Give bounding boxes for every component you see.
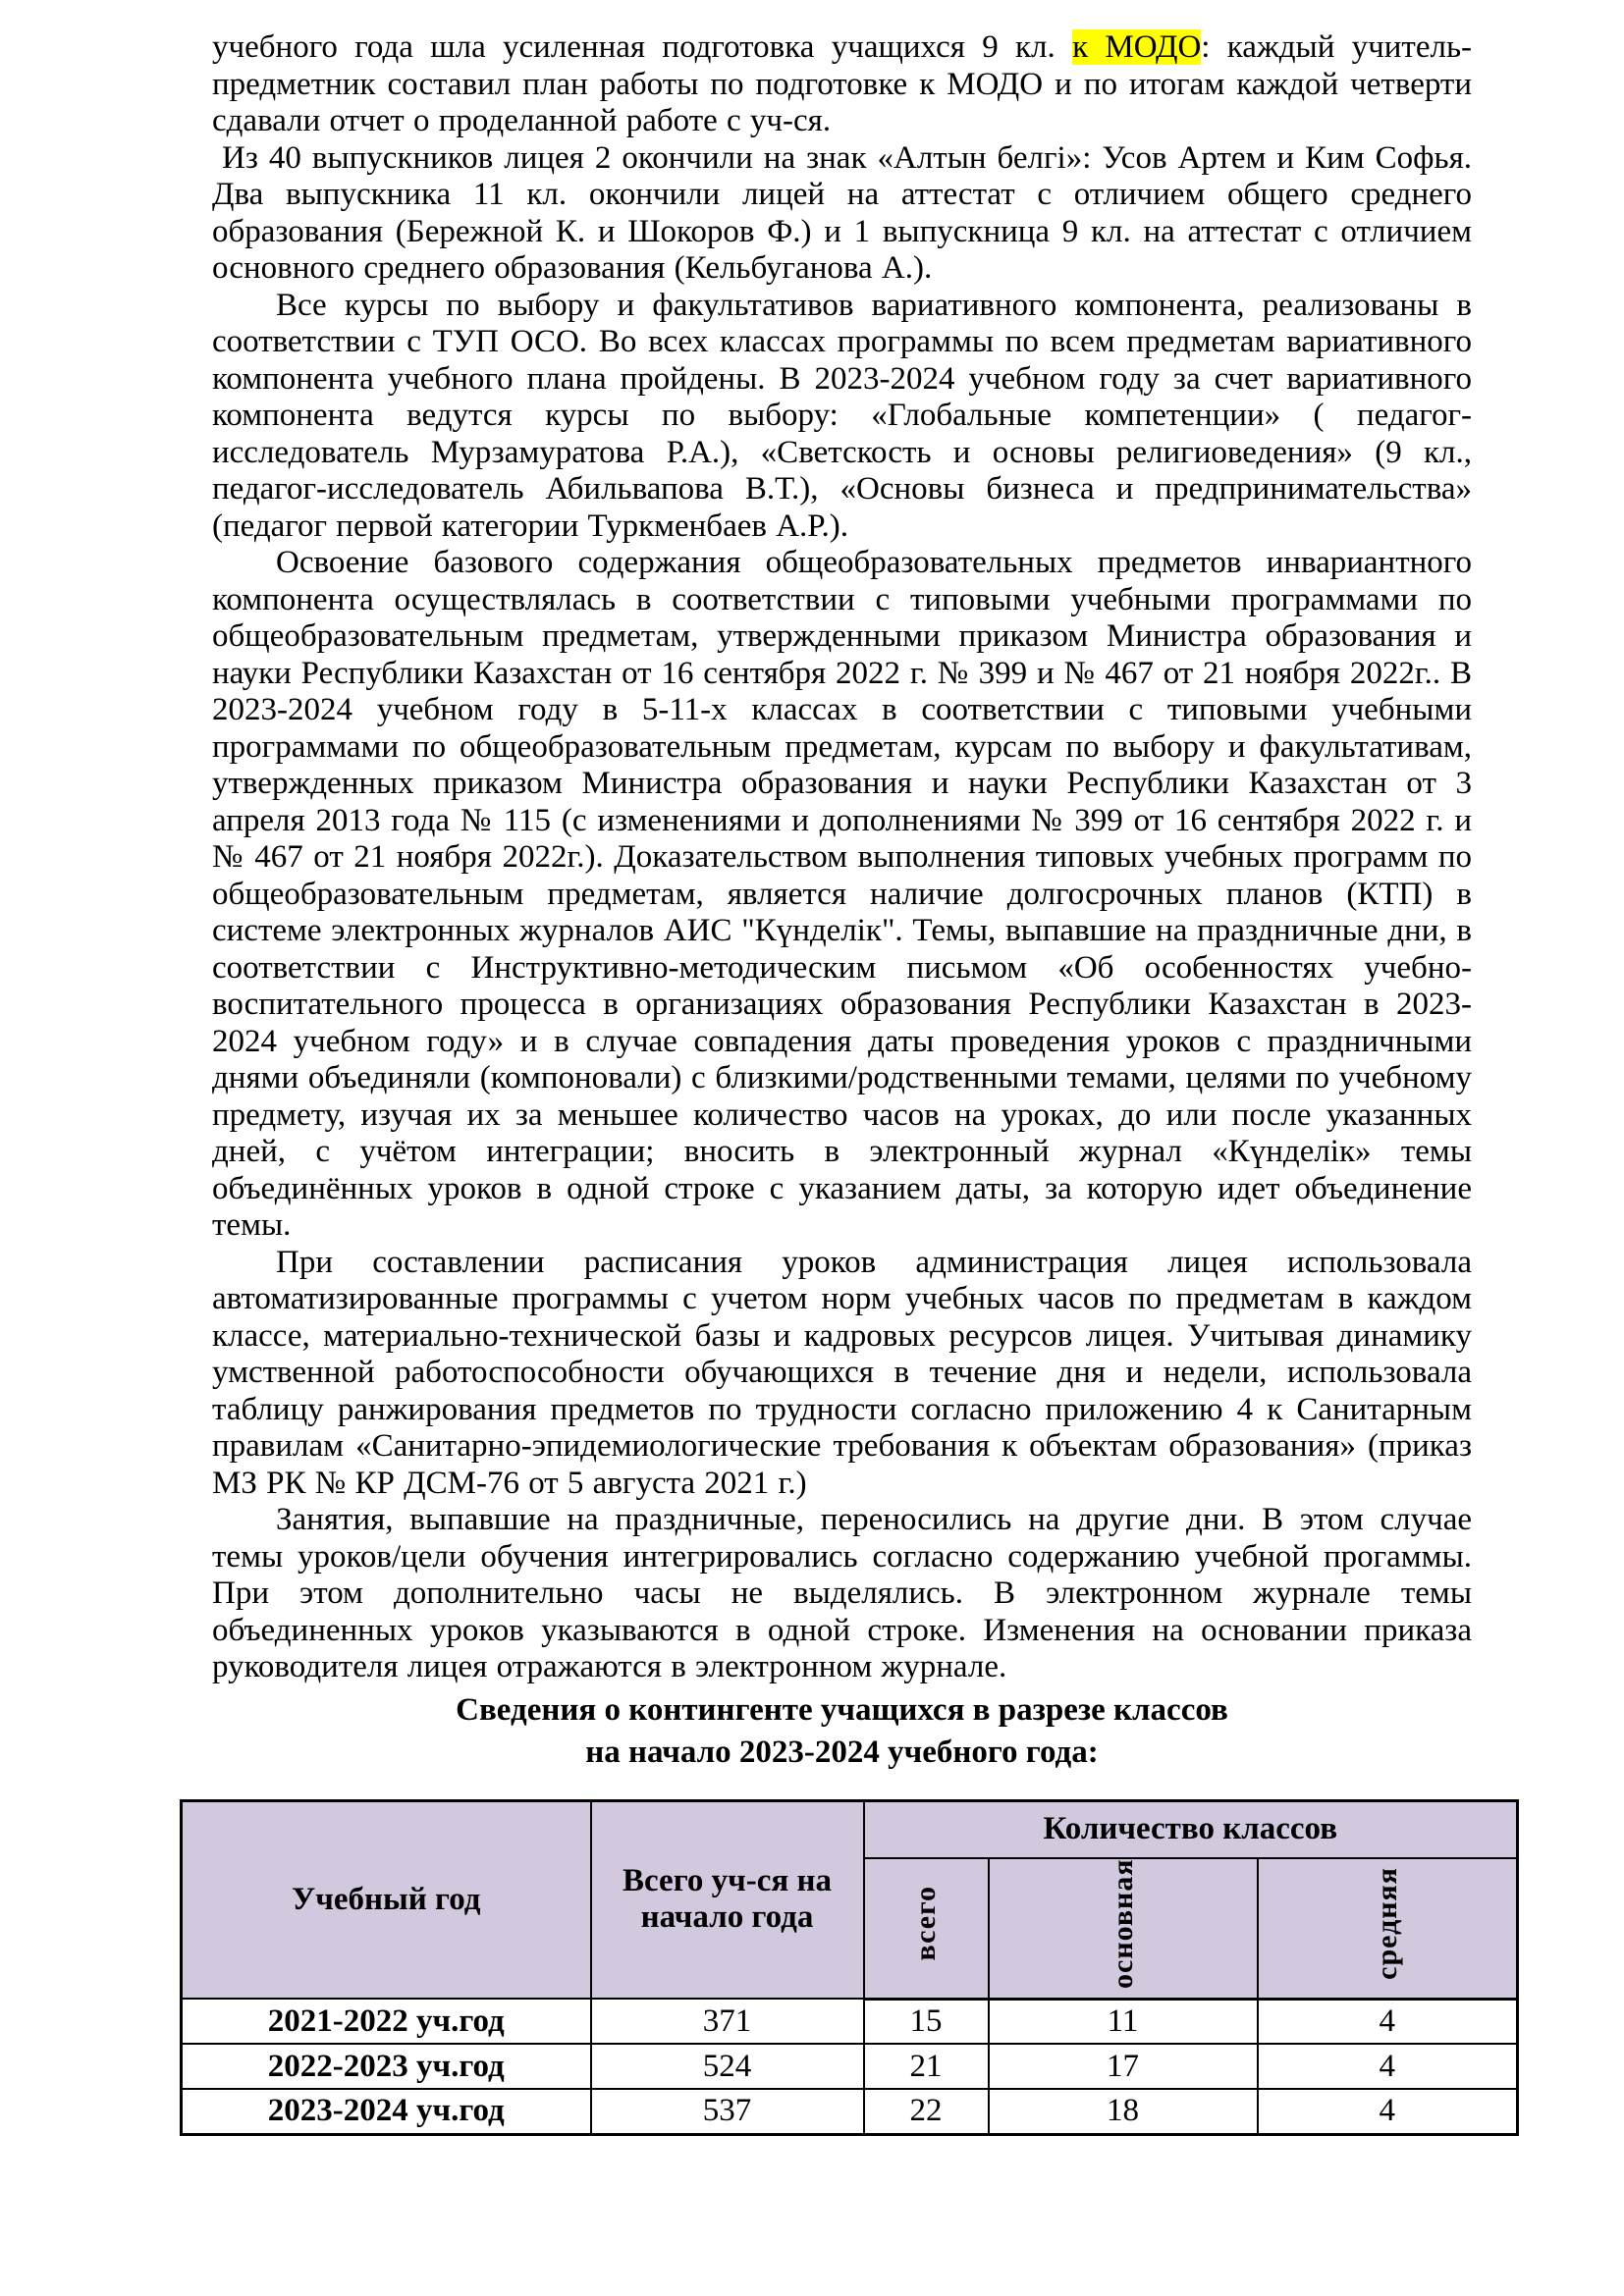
col-header-class-count-group: Количество классов — [864, 1800, 1518, 1858]
cell-total: 524 — [591, 2044, 864, 2089]
cell-classes-total: 22 — [864, 2089, 989, 2134]
section-heading-line2: на начало 2023-2024 учебного года: — [585, 1734, 1099, 1770]
contingent-table — [180, 1799, 1519, 2136]
cell-year: 2022-2023 уч.год — [182, 2044, 591, 2089]
table-row-2022-2023 — [182, 2044, 1518, 2089]
col-header-vsego-label: всего — [909, 1886, 942, 1961]
cell-classes-osnovnaya: 18 — [989, 2089, 1258, 2134]
col-header-vsego — [864, 1858, 989, 2000]
cell-classes-srednyaya: 4 — [1258, 2089, 1518, 2134]
paragraph-4: Освоение базового содержания общеобразовательных предметов инвариантного компонента осуществлялась в соответствии с типовыми учебными программами по общеобразовательным предметам, утвержденными приказом Министра образования и науки Республики Казахстан от 16 сентября 2022 г. № 399 и № 467 от 21 ноября 2022г.. В 2023-2024 учебном году в 5-11-х классах в соответствии с типовыми учебными программами по общеобразовательным предметам, курсам по выбору и факультативам, утвержденных приказом Министра образования и науки Республики Казахстан от 3 апреля 2013 года № 115 (с изменениями и дополнениями № 399 от 16 сентября 2022 г. и № 467 от 21 ноября 2022г.). Доказательством выполнения типовых учебных программ по общеобразовательным предметам, является наличие долгосрочных планов (КТП) в системе электронных журналов АИС "Күнделік". Темы, выпавшие на праздничные дни, в соответствии с Инструктивно-методическим письмом «Об особенностях учебно-воспитательного процесса в организациях образования Республики Казахстан в 2023-2024 учебном году» и в случае совпадения даты проведения уроков с праздничными днями объединяли (компоновали) с близкими/родственными темами, целями по учебному предмету, изучая их за меньшее количество часов на уроках, до или после указанных дней, с учётом интеграции; вносить в электронный журнал «Күнделік» темы объединённых уроков в одной строке с указанием даты, за которую идет объединение темы. — [212, 545, 1472, 1243]
section-heading-line1: Сведения о контингенте учащихся в разрезе классов — [456, 1691, 1228, 1728]
cell-total: 371 — [591, 1999, 864, 2044]
table-row-2021-2022 — [182, 1999, 1518, 2044]
paragraph-3: Все курсы по выбору и факультативов вариативного компонента, реализованы в соответствии с ТУП ОСО. Во всех классах программы по всем предметам вариативного компонента учебного плана пройдены. В 2023-2024 учебном году за счет вариативного компонента ведутся курсы по выбору: «Глобальные компетенции» ( педагог-исследователь Мурзамуратова Р.А.), «Светскость и основы религиоведения» (9 кл., педагог-исследователь Абильвапова В.Т.), «Основы бизнеса и предпринимательства» (педагог первой категории Туркменбаев А.Р.). — [212, 287, 1472, 544]
document-body — [212, 29, 1472, 1774]
cell-classes-srednyaya: 4 — [1258, 2044, 1518, 2089]
paragraph-1-text-after: : каждый учитель-предметник составил план работы по подготовке к МОДО и по итогам каждой четверти сдавали отчет о проделанной работе с уч-ся. — [212, 29, 1473, 138]
paragraph-1-text-before: учебного года шла усиленная подготовка учащихся 9 кл. — [212, 29, 1073, 65]
cell-total: 537 — [591, 2089, 864, 2134]
col-header-osnovnaya-label: основная — [1106, 1857, 1139, 1989]
paragraph-2: Из 40 выпускников лицея 2 окончили на знак «Алтын белгі»: Усов Артем и Ким Софья. Два выпускника 11 кл. окончили лицей на аттестат с отличием общего среднего образования (Бережной К. и Шокоров Ф.) и 1 выпускница 9 кл. на аттестат с отличием основного среднего образования (Кельбуганова А.). — [212, 139, 1472, 286]
col-header-total-students: Всего уч-ся на начало года — [591, 1800, 864, 1999]
paragraph-5: При составлении расписания уроков администрация лицея использовала автоматизированные программы с учетом норм учебных часов по предметам в каждом классе, материально-технической базы и кадровых ресурсов лицея. Учитывая динамику умственной работоспособности обучающихся в течение дня и недели, использовала таблицу ранжирования предметов по трудности согласно приложению 4 к Санитарным правилам «Санитарно-эпидемиологические требования к объектам образования» (приказ МЗ РК № КР ДСМ-76 от 5 августа 2021 г.) — [212, 1244, 1472, 1501]
contingent-table-wrapper — [180, 1799, 1472, 2136]
cell-classes-srednyaya: 4 — [1258, 1999, 1518, 2044]
table-row-2023-2024 — [182, 2089, 1518, 2134]
paragraph-6: Занятия, выпавшие на праздничные, переносились на другие дни. В этом случае темы уроков/цели обучения интегрировались согласно содержанию учебной прогаммы. При этом дополнительно часы не выделялись. В электронном журнале темы объединенных уроков указываются в одной строке. Изменения на основании приказа руководителя лицея отражаются в электронном журнале. — [212, 1502, 1472, 1684]
cell-classes-total: 21 — [864, 2044, 989, 2089]
cell-classes-total: 15 — [864, 1999, 989, 2044]
cell-year: 2021-2022 уч.год — [182, 1999, 591, 2044]
paragraph-1 — [212, 29, 1472, 140]
cell-year: 2023-2024 уч.год — [182, 2089, 591, 2134]
cell-classes-osnovnaya: 11 — [989, 1999, 1258, 2044]
col-header-srednyaya-label: средняя — [1370, 1867, 1403, 1980]
col-header-srednyaya — [1258, 1858, 1518, 2000]
col-header-osnovnaya — [989, 1858, 1258, 2000]
section-heading — [212, 1689, 1472, 1774]
modo-highlight: к МОДО — [1072, 29, 1202, 65]
cell-classes-osnovnaya: 17 — [989, 2044, 1258, 2089]
col-header-year: Учебный год — [182, 1800, 591, 1999]
